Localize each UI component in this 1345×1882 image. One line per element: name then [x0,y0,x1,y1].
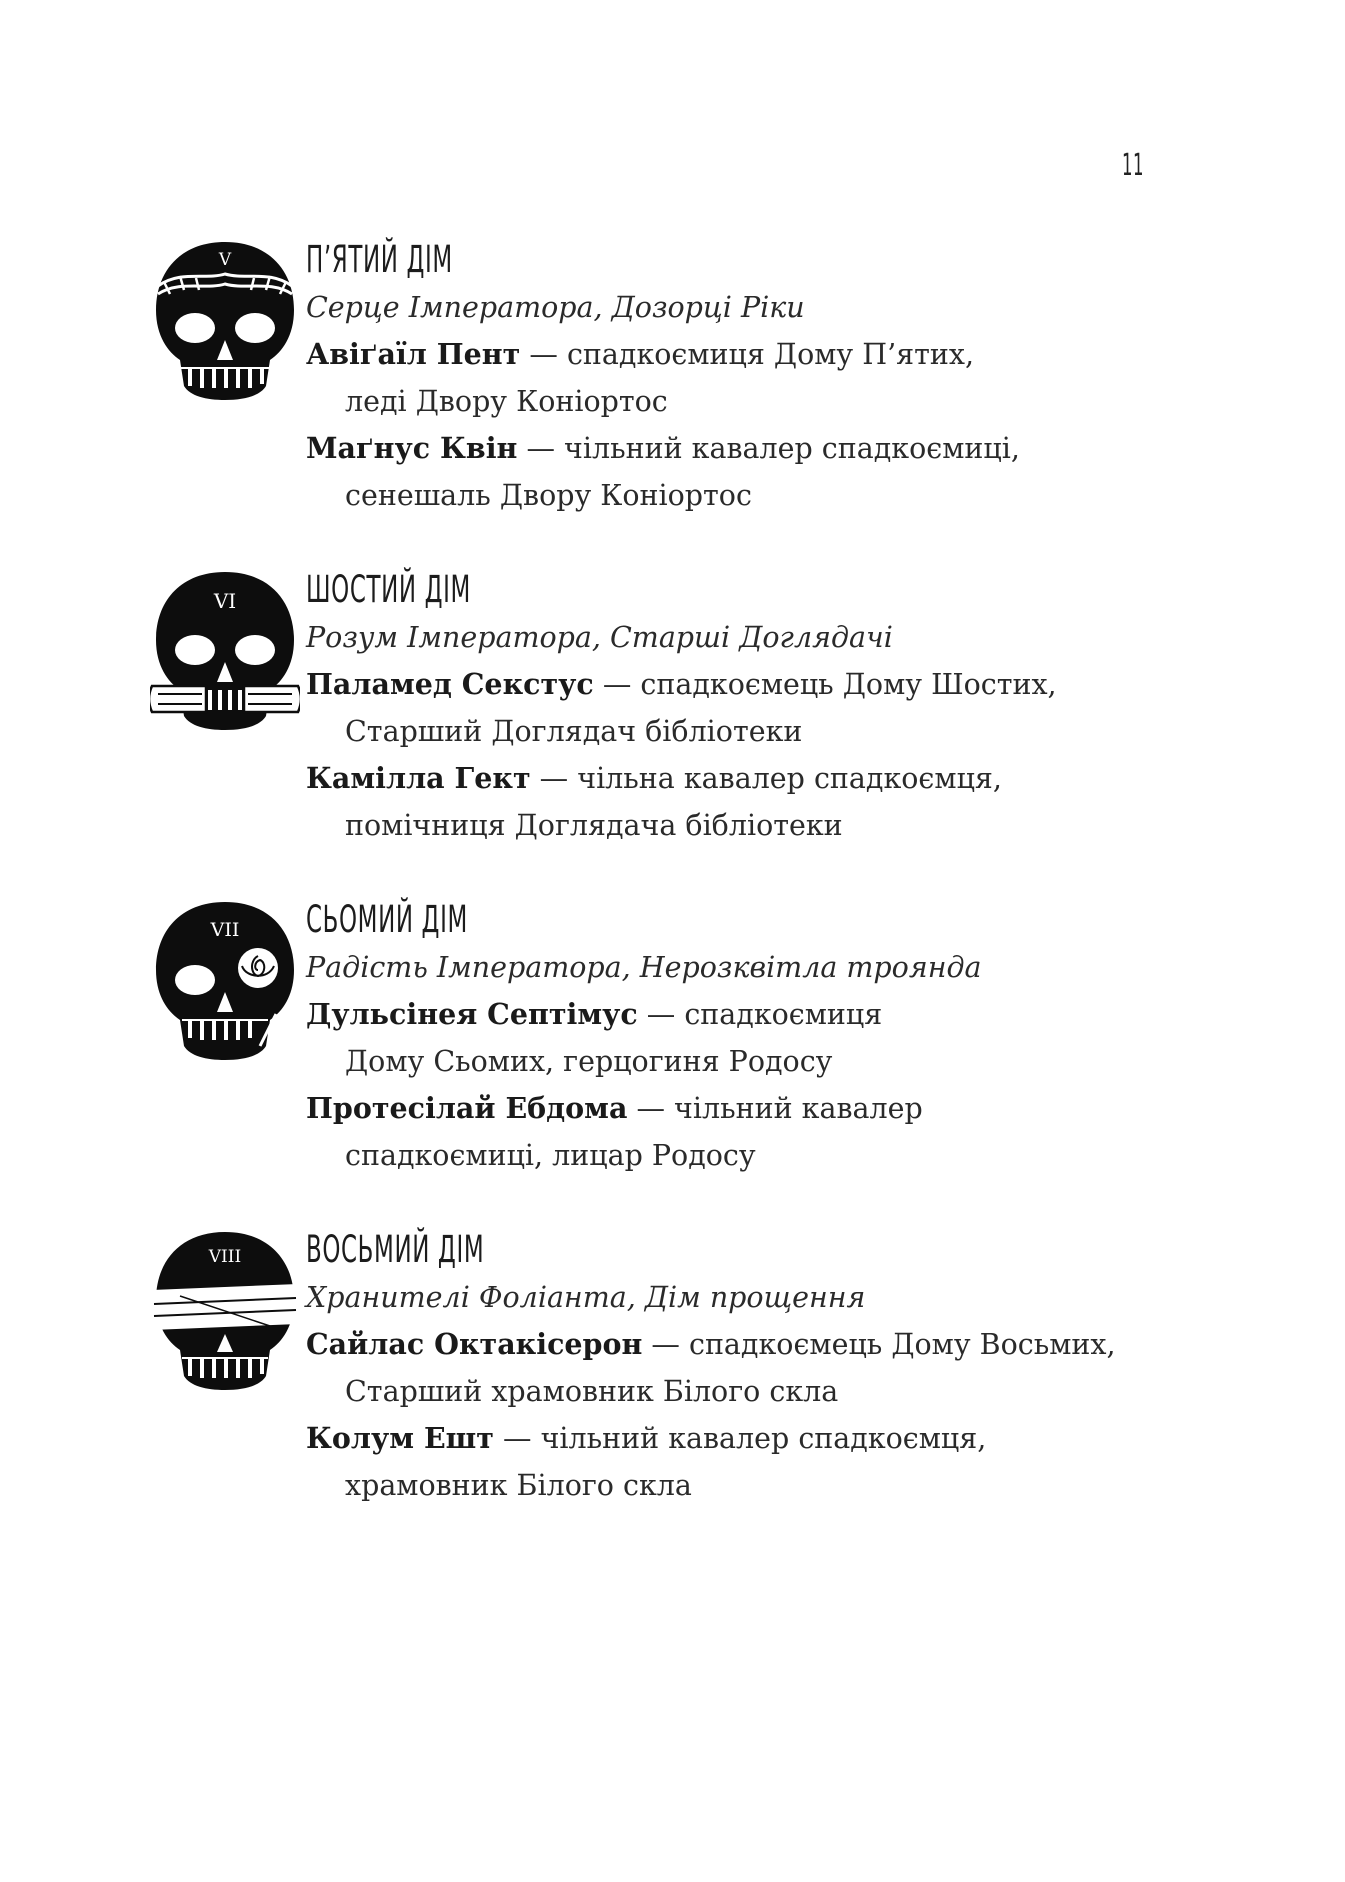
house-sixth [150,566,1270,866]
member-entry [306,661,1256,755]
house-title: ВОСЬМИЙ ДІМ [306,1228,485,1271]
house-numeral: VI [213,589,237,613]
member-role: — спадкоємець Дому Шостих, [593,668,1057,701]
member-entry [306,331,1256,425]
member-name: Дульсінея Септімус [306,997,638,1031]
house-eighth [150,1226,1270,1526]
house-numeral: V [218,250,232,270]
member-name: Сайлас Октакісерон [306,1327,643,1361]
member-role: — спадкоємиця [637,998,883,1031]
member-role-continued: помічниця Доглядача бібліотеки [345,809,843,842]
member-role-continued: сенешаль Двору Коніортос [345,479,752,512]
member-role-continued: Старший Доглядач бібліотеки [345,715,803,748]
house-numeral: VIII [208,1247,242,1267]
member-entry [306,1321,1256,1415]
member-entry [306,1415,1256,1509]
member-role: — чільний кавалер спадкоємця, [493,1422,987,1455]
member-entry [306,755,1256,849]
member-role-continued: храмовник Білого скла [345,1469,692,1502]
member-role-continued: спадкоємиці, лицар Родосу [345,1139,756,1172]
member-entry [306,425,1256,519]
member-name: Протесілай Ебдома [306,1091,628,1125]
house-title: П’ЯТИЙ ДІМ [306,238,453,281]
member-role: — спадкоємець Дому Восьмих, [642,1328,1116,1361]
house-epithet: Радість Імператора, Нерозквітла троянда [306,951,982,984]
page-number: 11 [1122,148,1145,183]
member-role-continued: леді Двору Коніортос [345,385,668,418]
house-title: СЬОМИЙ ДІМ [306,898,468,941]
skull-blindfold-icon [150,1226,300,1396]
house-title: ШОСТИЙ ДІМ [306,568,471,611]
member-name: Камілла Гект [306,761,531,795]
member-role: — чільна кавалер спадкоємця, [530,762,1002,795]
member-role-continued: Старший храмовник Білого скла [345,1375,839,1408]
house-fifth [150,236,1270,536]
skull-scroll-icon [150,566,300,736]
member-entry [306,991,1256,1085]
member-entry [306,1085,1256,1179]
skull-rose-icon [150,896,300,1066]
house-numeral: VII [210,919,240,941]
house-epithet: Хранителі Фоліанта, Дім прощення [306,1281,866,1314]
member-name: Колум Ешт [306,1421,494,1455]
member-role: — спадкоємиця Дому П’ятих, [520,338,975,371]
house-seventh [150,896,1270,1196]
house-epithet: Серце Імператора, Дозорці Ріки [306,291,805,324]
member-role: — чільний кавалер спадкоємиці, [517,432,1020,465]
skull-thorn-crown-icon [150,236,300,406]
member-name: Маґнус Квін [306,431,518,465]
member-role: — чільний кавалер [627,1092,923,1125]
member-name: Паламед Секстус [306,667,594,701]
member-role-continued: Дому Сьомих, герцогиня Родосу [345,1045,833,1078]
house-epithet: Розум Імператора, Старші Доглядачі [306,621,893,654]
member-name: Авіґаїл Пент [306,337,521,371]
